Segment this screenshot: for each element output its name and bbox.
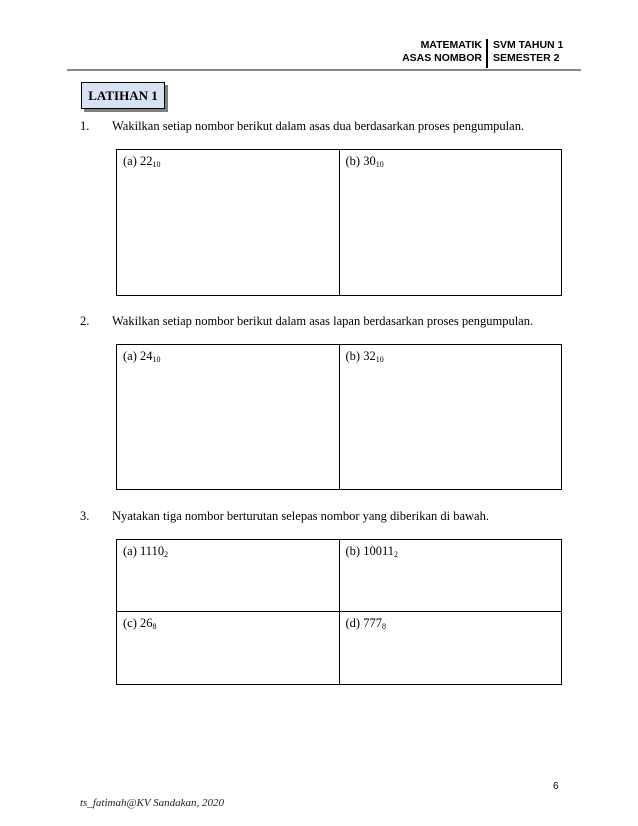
answer-cell[interactable]: [117, 612, 340, 685]
part-label: (a) 24: [123, 349, 153, 363]
answer-table-2: [116, 344, 562, 490]
question-number: 1.: [80, 119, 90, 133]
answer-cell[interactable]: [117, 345, 340, 490]
answer-cell[interactable]: [339, 612, 562, 685]
part-label: (b) 32: [345, 349, 376, 363]
answer-table-1: [116, 149, 562, 296]
page-number: 6: [553, 781, 559, 792]
exercise-title: LATIHAN 1: [81, 82, 165, 109]
footer-credit: [80, 797, 224, 809]
header-subject: MATEMATIK: [420, 39, 482, 51]
answer-cell[interactable]: [117, 150, 340, 296]
part-base: 2: [164, 550, 169, 559]
answer-cell[interactable]: [339, 540, 562, 612]
part-label: (c) 26: [123, 616, 153, 630]
part-base: 10: [375, 355, 384, 364]
part-base: 10: [375, 160, 384, 169]
question-number: 3.: [80, 509, 90, 523]
part-label: (b) 10011: [345, 544, 394, 558]
header-semester: SEMESTER 2: [493, 52, 560, 64]
header-divider: [486, 39, 488, 68]
question-text: Nyatakan tiga nombor berturutan selepas nombor yang diberikan di bawah.: [112, 509, 489, 523]
header-course: SVM TAHUN 1: [493, 39, 564, 51]
answer-table-3: [116, 539, 562, 685]
part-base: 8: [152, 622, 157, 631]
page-header: [0, 39, 638, 71]
part-label: (d) 777: [345, 616, 382, 630]
part-base: 10: [152, 355, 161, 364]
header-topic: ASAS NOMBOR: [402, 52, 482, 64]
footer-rest: @KV Sandakan, 2020: [126, 797, 225, 809]
header-right: [493, 39, 563, 65]
part-label: (a) 1110: [123, 544, 165, 558]
question-text: Wakilkan setiap nombor berikut dalam asas dua berdasarkan proses pengumpulan.: [112, 119, 525, 133]
question-number: 2.: [80, 314, 90, 328]
part-label: (a) 22: [123, 154, 153, 168]
header-left: [402, 39, 482, 65]
part-base: 8: [381, 622, 386, 631]
part-base: 2: [394, 550, 398, 559]
header-rule: [67, 69, 581, 71]
answer-cell[interactable]: [339, 345, 562, 490]
footer-author: ts_fatimah: [80, 797, 127, 809]
part-label: (b) 30: [345, 154, 376, 168]
part-base: 10: [152, 160, 161, 169]
question-text: Wakilkan setiap nombor berikut dalam asas lapan berdasarkan proses pengumpulan.: [112, 314, 534, 328]
answer-cell[interactable]: [117, 540, 340, 612]
answer-cell[interactable]: [339, 150, 562, 296]
